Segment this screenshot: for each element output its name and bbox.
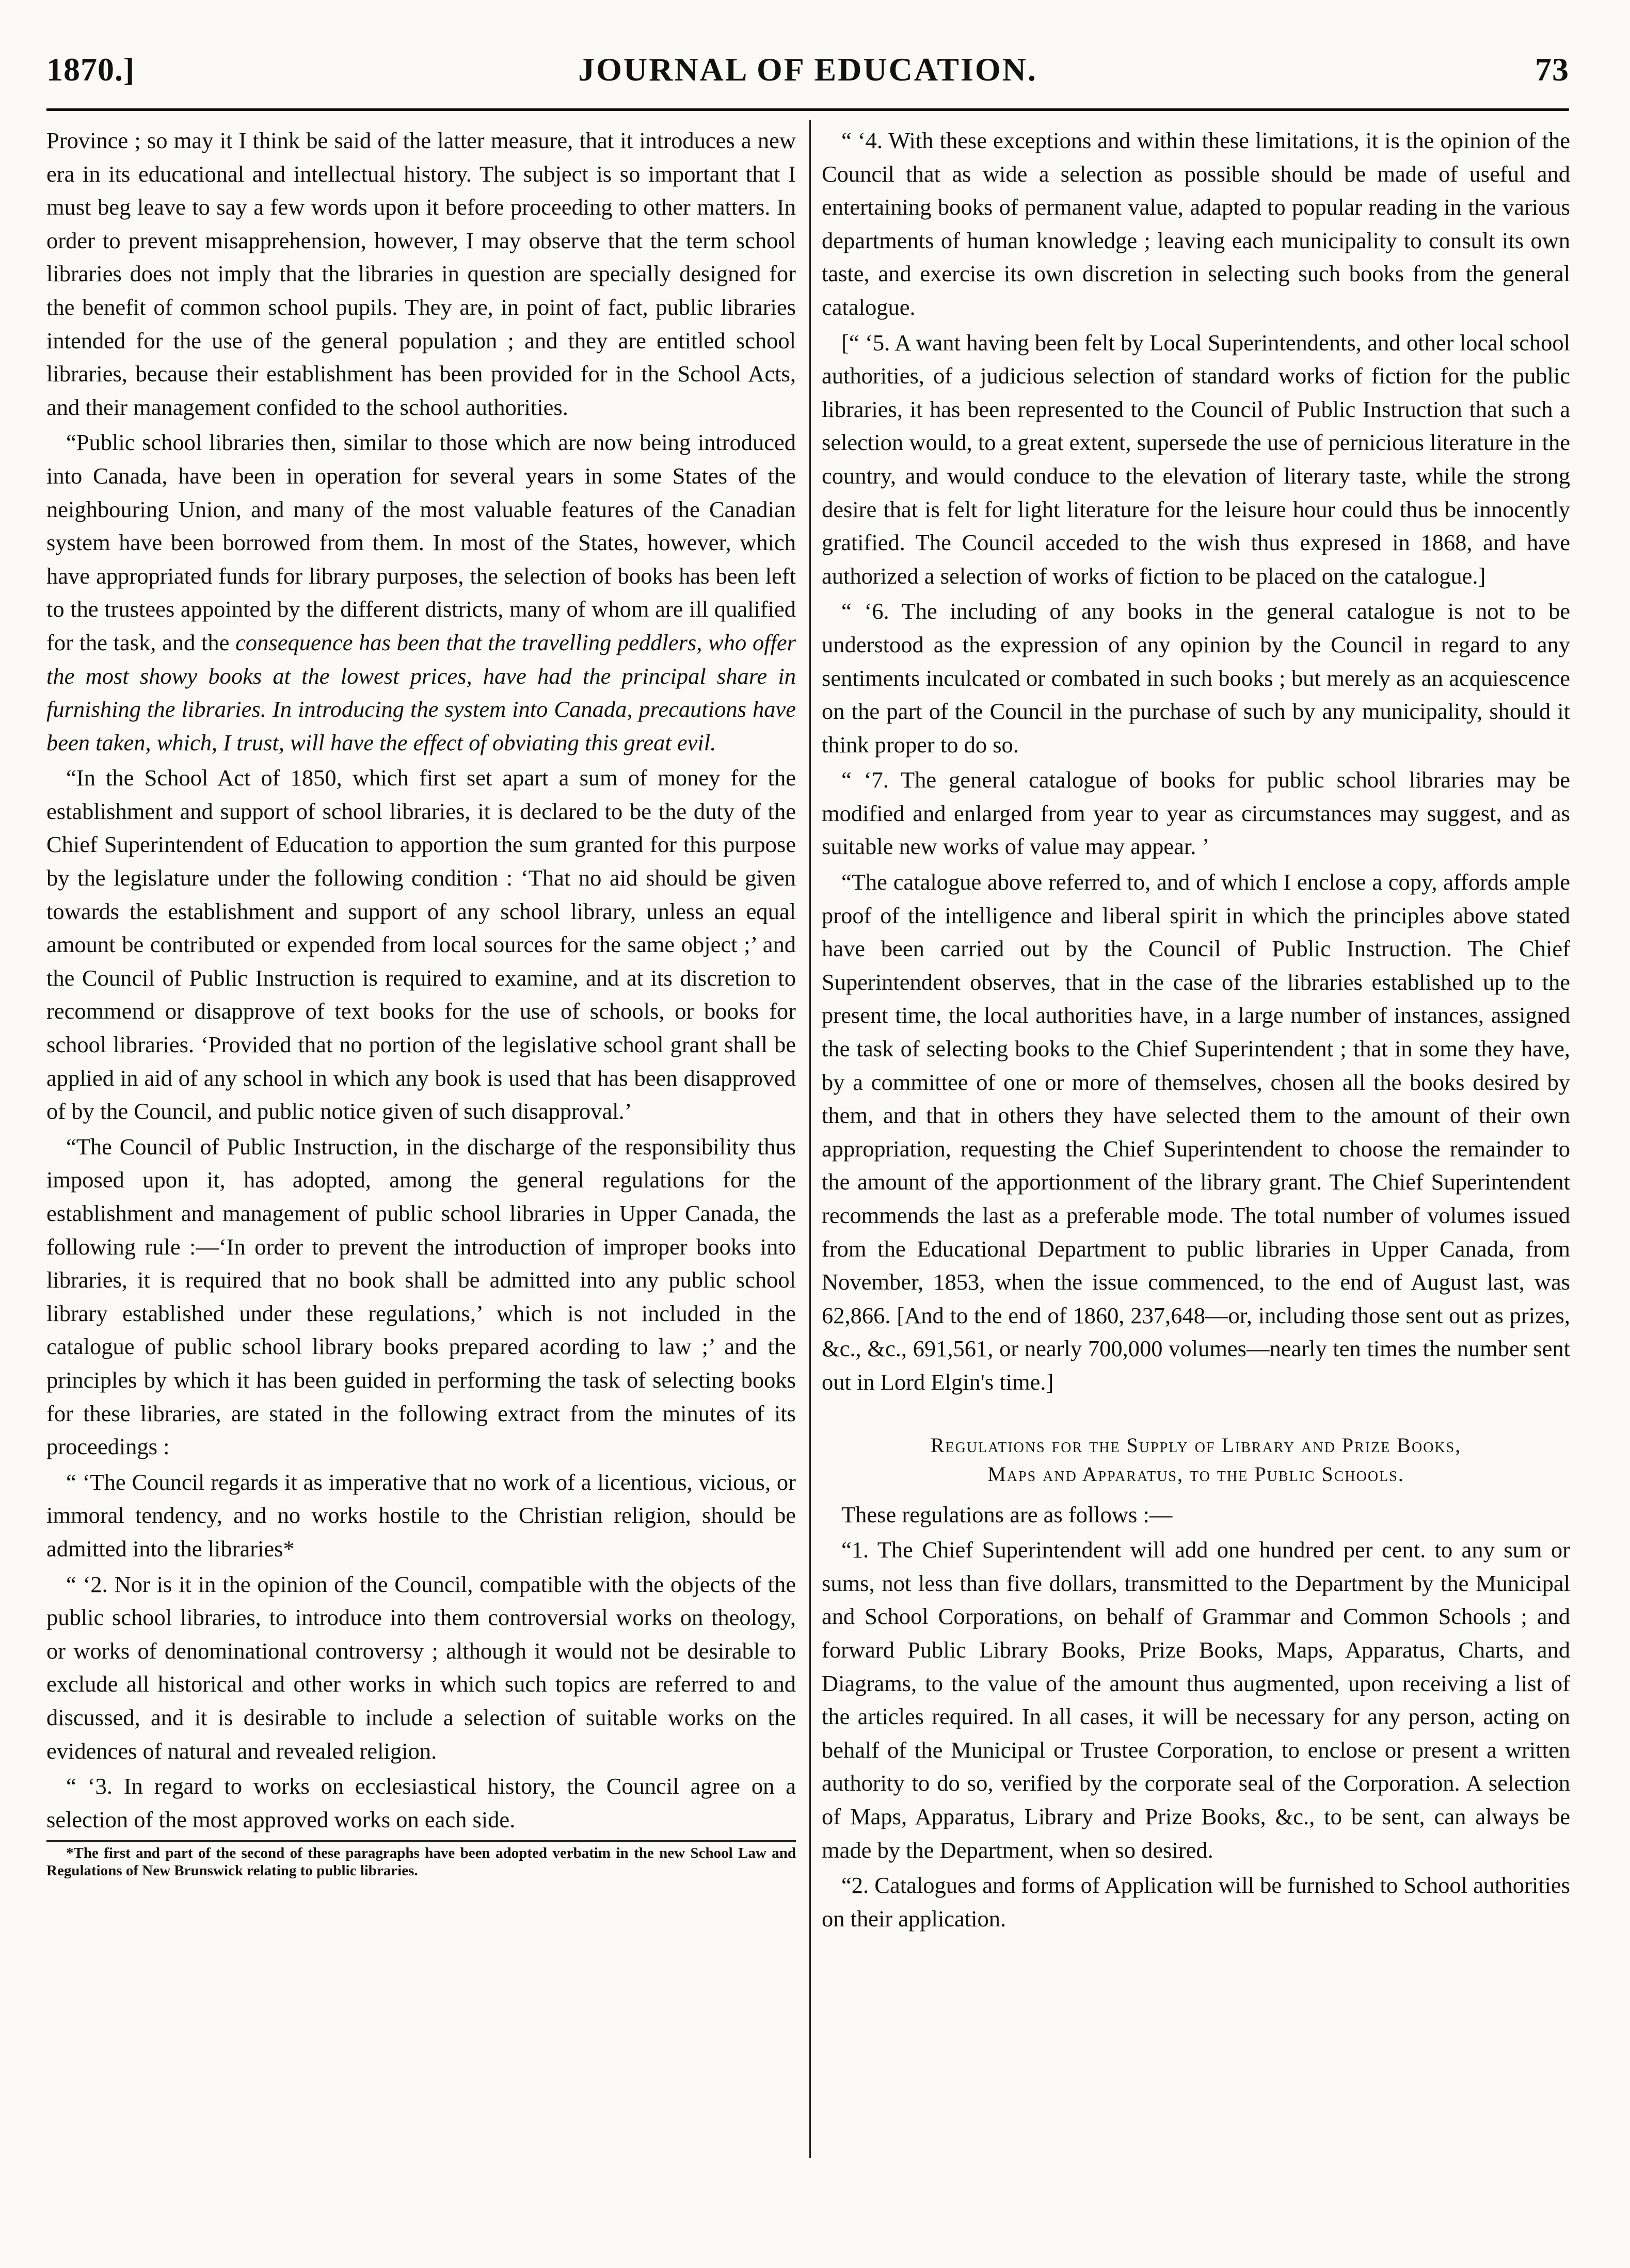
paragraph-text: “Public school libraries then, similar to those which are now being introduced into Canada, have been in operation for several years in some States of the neighbouring Union, and many of the most valuable features of the Canadian system have been borrowed from them. In most of the States, however, which have appropriated funds for library purposes, the selection of books has been left to the trustees appointed by the different districts, many of whom are ill qualified for the task, and the [46,429,796,655]
section-heading [822,1431,1570,1489]
paragraph [46,426,796,759]
footnote: *The first and part of the second of these paragraphs have been adopted verbatim in the new School Law and Regulations of New Brunswick relating to public libraries. [46,1845,796,1879]
page-header [46,45,1569,102]
regulation-item: “1. The Chief Superintendent will add one hundred per cent. to any sum or sums, not less than five dollars, transmitted to the Department by the Municipal and School Corporations, on behalf of Grammar and Common Schools ; and forward Public Library Books, Prize Books, Maps, Apparatus, Charts, and Diagrams, to the value of the amount thus augmented, upon receiving a list of the articles required. In all cases, it will be necessary for any person, acting on behalf of the Municipal or Trustee Corporation, to enclose or present a written authority to do so, verified by the corporate seal of the Corporation. A selection of Maps, Apparatus, Library and Prize Books, &c., to be sent, can always be made by the Department, when so desired. [822,1537,1570,1863]
paragraph: “ ‘6. The including of any books in the general catalogue is not to be understood as the expression of any opinion by the Council in regard to any sentiments inculcated or combated in such books ; but merely as an acquiescence on the part of the Council in the purchase of such by any municipality, should it think proper to do so. [822,598,1570,758]
paragraph: “ ‘2. Nor is it in the opinion of the Council, compatible with the objects of the public school libraries, to introduce into them controversial works on theology, or works of denominational controversy ; although it would not be desirable to exclude all historical and other works in which such topics are referred to and discussed, and it is desirable to include a selection of suitable works on the evidences of natural and revealed religion. [46,1571,796,1764]
paragraph: “The catalogue above referred to, and of which I enclose a copy, affords ample proof of the intelligence and liberal spirit in which the principles above stated have been carried out by the Council of Public Instruction. The Chief Superintendent observes, that in the case of the libraries established up to the present time, the local authorities have, in a large number of instances, assigned the task of selecting books to the Chief Superintendent ; that in some they have, by a committee of one or more of themselves, chosen all the books desired by them, and that in others they have selected them to the amount of their own appropriation, requesting the Chief Superintendent to choose the remainder to the amount of the apportionment of the library grant. The Chief Superintendent recommends the last as a preferable mode. The total number of volumes issued from the Educational Department to public libraries in Upper Canada, from November, 1853, when the issue commenced, to the end of August last, was 62,866. [And to the end of 1860, 237,648—or, including those sent out as prizes, &c., &c., 691,561, or nearly 700,000 volumes—nearly ten times the number sent out in Lord Elgin's time.] [822,869,1570,1395]
paragraph: “ ‘3. In regard to works on ecclesiastical history, the Council agree on a selection of the most approved works on each side. [46,1773,796,1832]
paragraph: “In the School Act of 1850, which first set apart a sum of money for the establishment and support of school libraries, it is declared to be the duty of the Chief Superintendent of Education to apportion the sum granted for this purpose by the legislature under the following condition : ‘That no aid should be given towards the establishment and support of any school library, unless an equal amount be contributed or expended from local sources for the same object ;’ and the Council of Public Instruction is required to examine, and at its discretion to recommend or disapprove of text books for the use of schools, or books for school libraries. ‘Provided that no portion of the legislative school grant shall be applied in aid of any school in which any book is used that has been disapproved of by the Council, and public notice given of such disapproval.’ [46,765,796,1124]
regulations-intro: These regulations are as follows :— [841,1501,1173,1527]
right-column [822,124,1570,1937]
section-heading-line: Regulations for the Supply of Library and Prize Books, [930,1433,1462,1457]
section-heading-line: Maps and Apparatus, to the Public Schools. [987,1462,1404,1486]
page-number: 73 [1535,51,1569,88]
regulation-item: “2. Catalogues and forms of Application will be furnished to School authorities on their application. [822,1872,1570,1932]
left-column [46,124,796,1881]
paragraph: “ ‘The Council regards it as imperative that no work of a licentious, vicious, or immoral tendency, and no works hostile to the Christian religion, should be admitted into the libraries* [46,1469,796,1562]
paragraph: “ ‘4. With these exceptions and within these limitations, it is the opinion of the Council that as wide a selection as possible should be made of useful and entertaining books of permanent value, adapted to popular reading in the various departments of human knowledge ; leaving each municipality to consult its own taste, and exercise its own discretion in selecting such books from the general catalogue. [822,127,1570,320]
paragraph: [“ ‘5. A want having been felt by Local Superintendents, and other local school authorities, of a judicious selection of standard works of fiction for the public libraries, it has been represented to the Council of Public Instruction that such a selection would, to a great extent, supersede the use of pernicious literature in the country, and would conduce to the elevation of literary taste, while the strong desire that is felt for light literature for the leisure hour could thus be innocently gratified. The Council acceded to the wish thus expresed in 1868, and have authorized a selection of works of fiction to be placed on the catalogue.] [822,329,1570,589]
paragraph: “The Council of Public Instruction, in the discharge of the responsibility thus imposed upon it, has adopted, among the general regulations for the establishment and management of public school libraries in Upper Canada, the following rule :—‘In order to prevent the introduction of improper books into libraries, it is required that no book shall be admitted into any public school library established under these regulations,’ which is not included in the catalogue of public school library books prepared acording to law ;’ and the principles by which it has been guided in performing the task of selecting books for these libraries, are stated in the following extract from the minutes of its proceedings : [46,1133,796,1460]
header-year: 1870.] [46,51,135,88]
footnote-rule [46,1840,796,1842]
column-divider [809,120,811,2158]
paragraph: Province ; so may it I think be said of the latter measure, that it introduces a new era in its educational and intellectual history. The subject is so important that I must beg leave to say a few words upon it before proceeding to other matters. In order to prevent misapprehension, however, I may observe that the term school libraries does not imply that the libraries in question are specially designed for the benefit of common school pupils. They are, in point of fact, public libraries intended for the use of the general population ; and they are entitled school libraries, because their establishment has been provided for in the School Acts, and their management confided to the school authorities. [46,127,796,420]
header-rule [46,108,1569,111]
journal-title: JOURNAL OF EDUCATION. [578,51,1037,88]
italic-passage: consequence has been that the travelling peddlers, who offer the most showy books at the lowest prices, have had the principal share in furnishing the libraries. In introducing the system into Canada, precautions have been taken, which, I trust, will have the effect of obviating this great evil. [46,629,796,755]
paragraph: “ ‘7. The general catalogue of books for public school libraries may be modified and enlarged from year to year as circumstances may suggest, and as suitable new works of value may appear. ’ [822,767,1570,860]
